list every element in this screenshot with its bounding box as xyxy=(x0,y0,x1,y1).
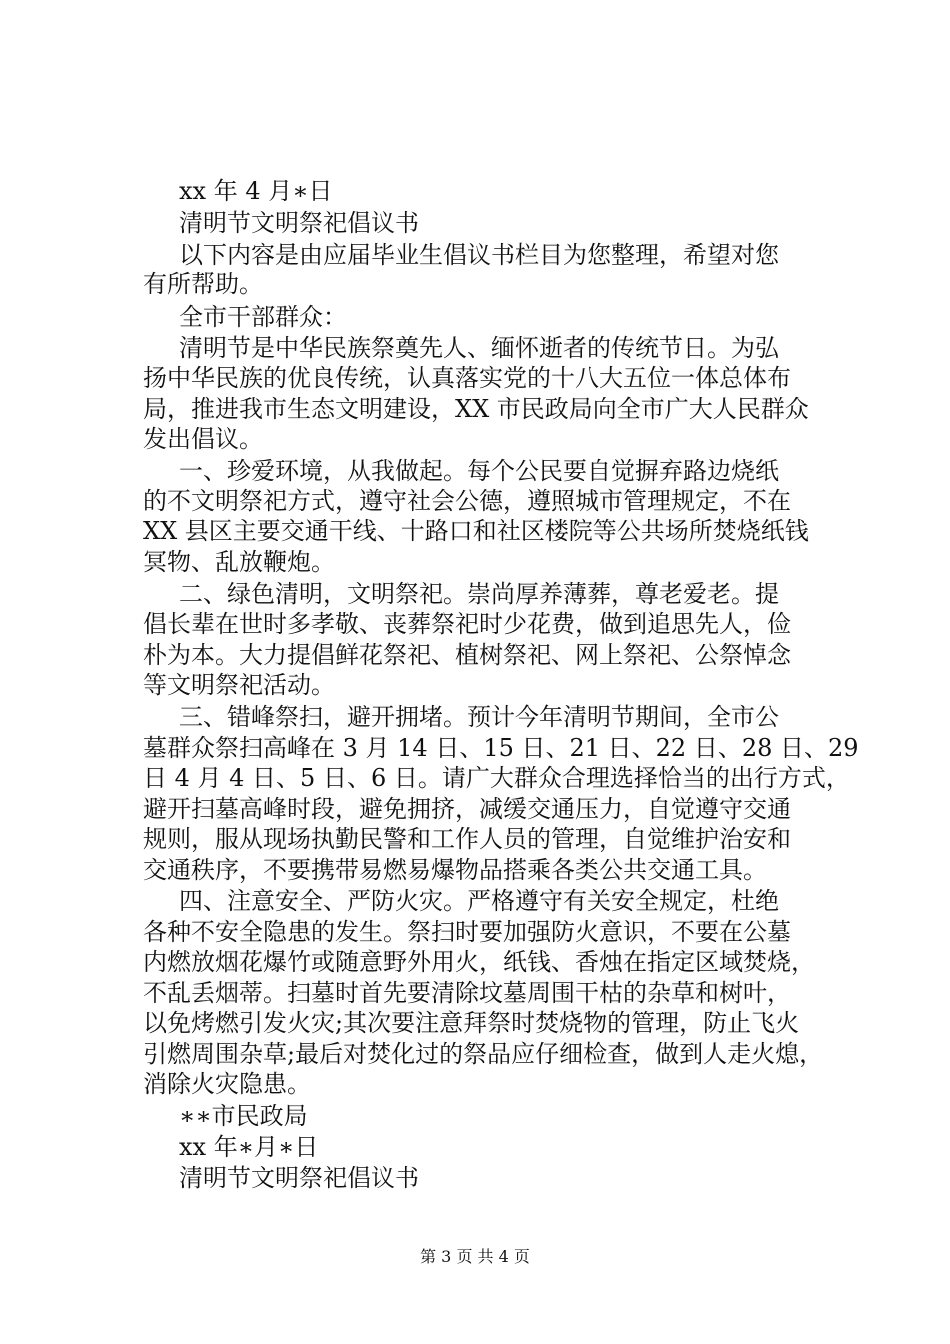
paragraph-line: 交通秩序，不要携带易燃易爆物品搭乘各类公共交通工具。 xyxy=(143,856,767,884)
paragraph-line: 的不文明祭祀方式，遵守社会公德，遵照城市管理规定，不在 xyxy=(143,487,791,515)
paragraph-line: 清明节是中华民族祭奠先人、缅怀逝者的传统节日。为弘 xyxy=(179,334,779,362)
page-number-footer: 第 3 页 共 4 页 xyxy=(420,1247,530,1266)
paragraph-line: 日 4 月 4 日、5 日、6 日。请广大群众合理选择恰当的出行方式， xyxy=(143,764,850,792)
paragraph-line: 消除火灾隐患。 xyxy=(143,1070,311,1098)
paragraph-line: 朴为本。大力提倡鲜花祭祀、植树祭祀、网上祭祀、公祭悼念 xyxy=(143,641,791,669)
paragraph-line: 各种不安全隐患的发生。祭扫时要加强防火意识，不要在公墓 xyxy=(143,918,791,946)
paragraph-line: 局，推进我市生态文明建设，XX 市民政局向全市广大人民群众 xyxy=(143,395,809,423)
paragraph-line: 扬中华民族的优良传统，认真落实党的十八大五位一体总体布 xyxy=(143,364,791,392)
paragraph-line: 三、错峰祭扫，避开拥堵。预计今年清明节期间，全市公 xyxy=(179,703,779,731)
paragraph-line: 墓群众祭扫高峰在 3 月 14 日、15 日、21 日、22 日、28 日、29 xyxy=(143,734,859,762)
paragraph-line: 发出倡议。 xyxy=(143,425,263,453)
paragraph-line: 四、注意安全、严防火灾。严格遵守有关安全规定，杜绝 xyxy=(179,887,779,915)
intro-line: 以下内容是由应届毕业生倡议书栏目为您整理，希望对您 xyxy=(179,241,779,269)
paragraph-line: 以免烤燃引发火灾;其次要注意拜祭时焚烧物的管理，防止飞火 xyxy=(143,1009,800,1037)
document-title: 清明节文明祭祀倡议书 xyxy=(179,209,419,237)
paragraph-line: 内燃放烟花爆竹或随意野外用火，纸钱、香烛在指定区域焚烧， xyxy=(143,948,815,976)
paragraph-line: 不乱丢烟蒂。扫墓时首先要清除坟墓周围干枯的杂草和树叶， xyxy=(143,979,791,1007)
next-document-title: 清明节文明祭祀倡议书 xyxy=(179,1164,419,1192)
paragraph-line: 避开扫墓高峰时段，避免拥挤，减缓交通压力，自觉遵守交通 xyxy=(143,795,791,823)
paragraph-line: 倡长辈在世时多孝敬、丧葬祭祀时少花费，做到追思先人，俭 xyxy=(143,610,791,638)
paragraph-line: 一、珍爱环境，从我做起。每个公民要自觉摒弃路边烧纸 xyxy=(179,457,779,485)
intro-line: 有所帮助。 xyxy=(143,270,263,298)
salutation: 全市干部群众： xyxy=(179,303,347,331)
paragraph-line: 引燃周围杂草;最后对焚化过的祭品应仔细检查，做到人走火熄， xyxy=(143,1040,824,1068)
paragraph-line: 冥物、乱放鞭炮。 xyxy=(143,548,335,576)
paragraph-line: 等文明祭祀活动。 xyxy=(143,671,335,699)
paragraph-line: 二、绿色清明，文明祭祀。崇尚厚养薄葬，尊老爱老。提 xyxy=(179,580,779,608)
paragraph-line: 规则，服从现场执勤民警和工作人员的管理，自觉维护治安和 xyxy=(143,825,791,853)
signature-organization: ∗∗市民政局 xyxy=(179,1102,308,1130)
signature-date: xx 年∗月∗日 xyxy=(179,1133,319,1161)
date-line: xx 年 4 月∗日 xyxy=(179,177,333,205)
paragraph-line: XX 县区主要交通干线、十路口和社区楼院等公共场所焚烧纸钱 xyxy=(143,517,809,545)
